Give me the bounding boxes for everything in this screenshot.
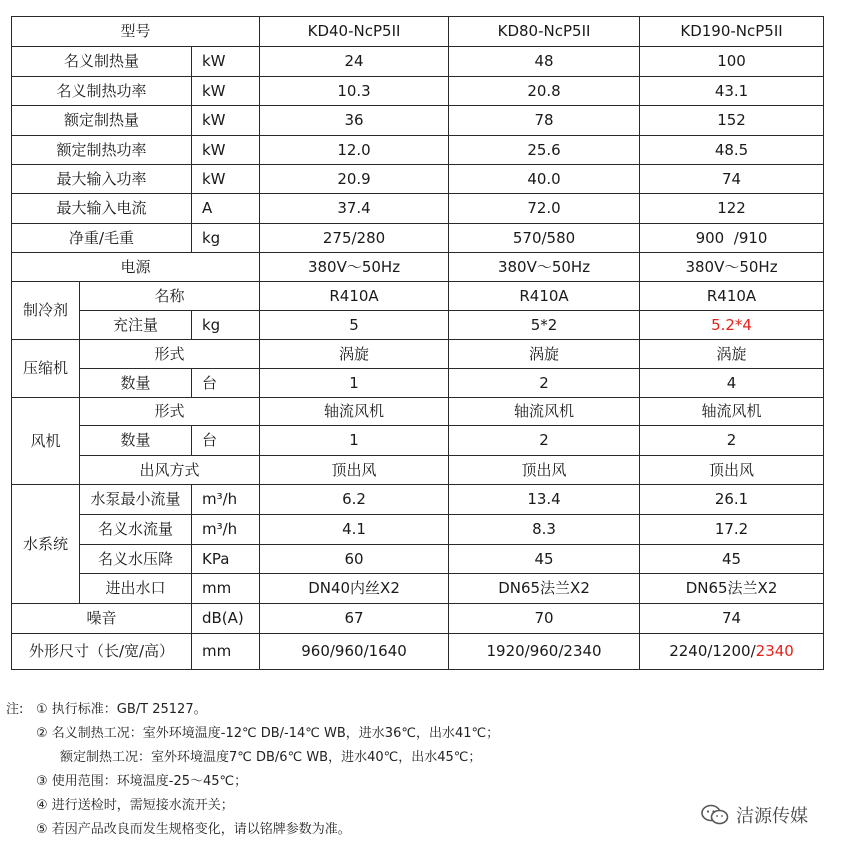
cell: 122 xyxy=(640,194,824,224)
table-row xyxy=(12,426,824,456)
table-row xyxy=(12,634,824,670)
cell: 顶出风 xyxy=(449,456,640,485)
cell: 380V～50Hz xyxy=(260,253,449,282)
cell: 67 xyxy=(260,604,449,634)
cell: 20.8 xyxy=(449,77,640,106)
cell: 48 xyxy=(449,47,640,77)
row-label: 形式 xyxy=(80,398,260,426)
cell: 960/960/1640 xyxy=(260,634,449,670)
cell: 380V～50Hz xyxy=(449,253,640,282)
cell: R410A xyxy=(260,282,449,311)
model-col-2: KD80-NcP5II xyxy=(449,17,640,47)
cell: 60 xyxy=(260,545,449,574)
row-label: 额定制热量 xyxy=(12,106,192,136)
cell: 轴流风机 xyxy=(260,398,449,426)
row-label: 名义水压降 xyxy=(80,545,192,574)
cell: 6.2 xyxy=(260,485,449,515)
row-unit: 台 xyxy=(192,369,260,398)
row-unit: m³/h xyxy=(192,485,260,515)
cell: 1 xyxy=(260,426,449,456)
cell: 43.1 xyxy=(640,77,824,106)
cell: 轴流风机 xyxy=(449,398,640,426)
row-unit: mm xyxy=(192,574,260,604)
cell: 380V～50Hz xyxy=(640,253,824,282)
cell: 17.2 xyxy=(640,515,824,545)
cell: 74 xyxy=(640,604,824,634)
row-unit: kW xyxy=(192,106,260,136)
cell: 4.1 xyxy=(260,515,449,545)
cell: 26.1 xyxy=(640,485,824,515)
model-col-3: KD190-NcP5II xyxy=(640,17,824,47)
note-line xyxy=(6,748,706,772)
row-label: 进出水口 xyxy=(80,574,192,604)
cell: 13.4 xyxy=(449,485,640,515)
row-label: 形式 xyxy=(80,340,260,369)
cell: 涡旋 xyxy=(449,340,640,369)
row-label: 名称 xyxy=(80,282,260,311)
row-unit: m³/h xyxy=(192,515,260,545)
table-row xyxy=(12,515,824,545)
cell: 5 xyxy=(260,311,449,340)
cell: DN65法兰X2 xyxy=(640,574,824,604)
cell: 900 /910 xyxy=(640,224,824,253)
cell: 涡旋 xyxy=(640,340,824,369)
cell: 48.5 xyxy=(640,136,824,165)
cell: 顶出风 xyxy=(640,456,824,485)
cell: 2 xyxy=(449,426,640,456)
note-text: 额定制热工况：室外环境温度7℃ DB/6℃ WB，进水40℃，出水45℃； xyxy=(60,750,482,765)
cell: 20.9 xyxy=(260,165,449,194)
cell: 275/280 xyxy=(260,224,449,253)
note-line xyxy=(6,772,706,796)
row-label: 最大输入功率 xyxy=(12,165,192,194)
table-row xyxy=(12,311,824,340)
table-row xyxy=(12,485,824,515)
model-label: 型号 xyxy=(12,17,260,47)
row-unit: dB(A) xyxy=(192,604,260,634)
table-row xyxy=(12,136,824,165)
cell: 1920/960/2340 xyxy=(449,634,640,670)
row-label: 噪音 xyxy=(12,604,192,634)
table-row xyxy=(12,224,824,253)
cell: 4 xyxy=(640,369,824,398)
note-line xyxy=(6,700,706,724)
table-row xyxy=(12,253,824,282)
cell: 轴流风机 xyxy=(640,398,824,426)
row-unit: kW xyxy=(192,47,260,77)
row-label: 额定制热功率 xyxy=(12,136,192,165)
row-unit: kW xyxy=(192,77,260,106)
row-label: 名义制热功率 xyxy=(12,77,192,106)
table-row xyxy=(12,398,824,426)
spec-table xyxy=(11,16,824,670)
cell: 45 xyxy=(640,545,824,574)
table-row xyxy=(12,165,824,194)
dimension-text: 2240/1200/ xyxy=(669,642,756,660)
row-label: 水泵最小流量 xyxy=(80,485,192,515)
row-label: 最大输入电流 xyxy=(12,194,192,224)
row-label: 电源 xyxy=(12,253,260,282)
cell: R410A xyxy=(449,282,640,311)
cell: 2 xyxy=(449,369,640,398)
table-row xyxy=(12,282,824,311)
cell: 72.0 xyxy=(449,194,640,224)
table-row xyxy=(12,545,824,574)
row-label: 净重/毛重 xyxy=(12,224,192,253)
group-label: 风机 xyxy=(12,398,80,485)
row-unit: kW xyxy=(192,165,260,194)
note-text: ② 名义制热工况：室外环境温度-12℃ DB/-14℃ WB，进水36℃，出水41℃； xyxy=(36,726,500,741)
note-text: ④ 进行送检时，需短接水流开关； xyxy=(36,798,234,813)
cell: DN40内丝X2 xyxy=(260,574,449,604)
row-label: 出风方式 xyxy=(80,456,260,485)
cell: DN65法兰X2 xyxy=(449,574,640,604)
row-label: 名义水流量 xyxy=(80,515,192,545)
cell: 24 xyxy=(260,47,449,77)
table-row xyxy=(12,77,824,106)
cell: 37.4 xyxy=(260,194,449,224)
table-row xyxy=(12,47,824,77)
group-label: 水系统 xyxy=(12,485,80,604)
row-label: 充注量 xyxy=(80,311,192,340)
group-label: 制冷剂 xyxy=(12,282,80,340)
cell: 1 xyxy=(260,369,449,398)
cell: 8.3 xyxy=(449,515,640,545)
notes-prefix: 注: xyxy=(6,702,24,717)
cell xyxy=(640,634,824,670)
cell: 12.0 xyxy=(260,136,449,165)
cell: 152 xyxy=(640,106,824,136)
cell: 5*2 xyxy=(449,311,640,340)
row-unit: kW xyxy=(192,136,260,165)
note-line xyxy=(6,796,706,820)
table-row xyxy=(12,456,824,485)
table-row xyxy=(12,340,824,369)
note-line xyxy=(6,820,706,844)
cell: 36 xyxy=(260,106,449,136)
row-unit: mm xyxy=(192,634,260,670)
note-text: ③ 使用范围：环境温度-25～45℃； xyxy=(36,774,248,789)
wechat-icon xyxy=(700,803,730,827)
row-label: 数量 xyxy=(80,426,192,456)
cell: 70 xyxy=(449,604,640,634)
watermark-text: 洁源传媒 xyxy=(736,806,808,827)
cell: 100 xyxy=(640,47,824,77)
cell: 45 xyxy=(449,545,640,574)
cell: 顶出风 xyxy=(260,456,449,485)
row-unit: kg xyxy=(192,311,260,340)
table-row xyxy=(12,574,824,604)
row-unit: kg xyxy=(192,224,260,253)
cell: R410A xyxy=(640,282,824,311)
note-text: ① 执行标准：GB/T 25127。 xyxy=(36,702,207,717)
note-text: ⑤ 若因产品改良而发生规格变化，请以铭牌参数为准。 xyxy=(36,822,351,837)
group-label: 压缩机 xyxy=(12,340,80,398)
row-label: 外形尺寸（长/宽/高） xyxy=(12,634,192,670)
note-line xyxy=(6,724,706,748)
watermark xyxy=(700,800,808,830)
table-row xyxy=(12,106,824,136)
row-unit: KPa xyxy=(192,545,260,574)
row-unit: 台 xyxy=(192,426,260,456)
row-label: 名义制热量 xyxy=(12,47,192,77)
notes xyxy=(6,700,706,844)
cell: 40.0 xyxy=(449,165,640,194)
row-label: 数量 xyxy=(80,369,192,398)
cell: 2 xyxy=(640,426,824,456)
dimension-highlight: 2340 xyxy=(755,642,794,660)
cell: 78 xyxy=(449,106,640,136)
table-row xyxy=(12,604,824,634)
cell: 25.6 xyxy=(449,136,640,165)
header-row xyxy=(12,17,824,47)
cell: 涡旋 xyxy=(260,340,449,369)
table-row xyxy=(12,369,824,398)
table-row xyxy=(12,194,824,224)
cell: 74 xyxy=(640,165,824,194)
row-unit: A xyxy=(192,194,260,224)
cell: 10.3 xyxy=(260,77,449,106)
cell: 570/580 xyxy=(449,224,640,253)
model-col-1: KD40-NcP5II xyxy=(260,17,449,47)
cell-highlight: 5.2*4 xyxy=(640,311,824,340)
